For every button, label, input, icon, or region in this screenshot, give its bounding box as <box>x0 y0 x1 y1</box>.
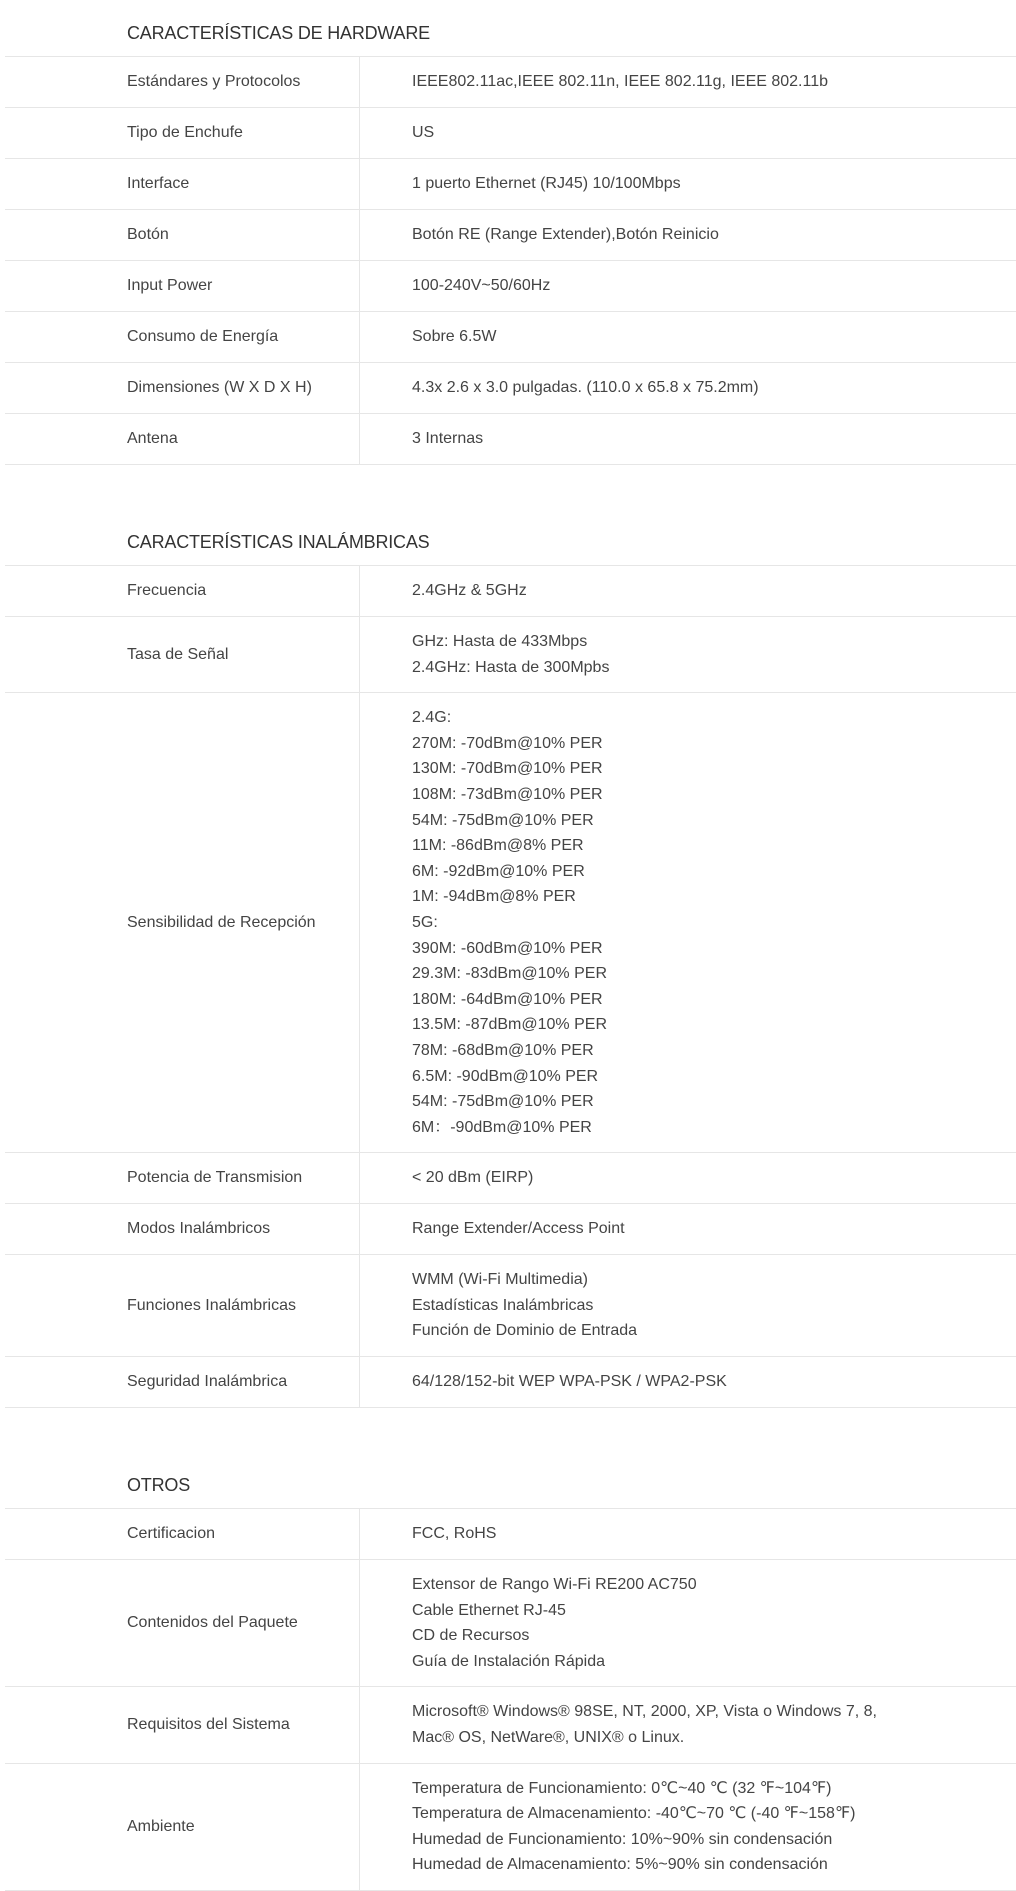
spec-value-line: IEEE802.11ac,IEEE 802.11n, IEEE 802.11g, IEEE 802.11b <box>412 73 828 91</box>
section-title: CARACTERÍSTICAS DE HARDWARE <box>5 0 1016 57</box>
spec-value-line: Temperatura de Almacenamiento: -40℃~70 ℃ (-40 ℉~158℉) <box>412 1805 856 1823</box>
spec-row <box>5 57 1016 108</box>
spec-row <box>5 210 1016 261</box>
spec-label-text: Potencia de Transmision <box>127 1169 303 1187</box>
spec-row <box>5 159 1016 210</box>
spec-label <box>5 108 360 158</box>
spec-value <box>360 261 1016 311</box>
spec-row <box>5 1153 1016 1204</box>
spec-value-line: 11M: -86dBm@8% PER <box>412 837 584 855</box>
spec-section <box>5 509 1016 1408</box>
spec-value <box>360 1764 1016 1890</box>
spec-row <box>5 1255 1016 1357</box>
spec-value-line: Botón RE (Range Extender),Botón Reinicio <box>412 226 719 244</box>
spec-label <box>5 1204 360 1254</box>
spec-row <box>5 363 1016 414</box>
spec-label <box>5 1764 360 1890</box>
spec-value-line: CD de Recursos <box>412 1627 530 1645</box>
spec-row <box>5 566 1016 617</box>
spec-row <box>5 414 1016 465</box>
spec-label-text: Contenidos del Paquete <box>127 1614 298 1632</box>
spec-value-line: Microsoft® Windows® 98SE, NT, 2000, XP, Vista o Windows 7, 8, <box>412 1703 877 1721</box>
spec-value-line: US <box>412 124 435 142</box>
spec-label-text: Requisitos del Sistema <box>127 1716 290 1734</box>
spec-value-line: 4.3x 2.6 x 3.0 pulgadas. (110.0 x 65.8 x 75.2mm) <box>412 379 759 397</box>
spec-table <box>5 0 1016 1891</box>
spec-row <box>5 693 1016 1153</box>
spec-value-line: 270M: -70dBm@10% PER <box>412 734 603 752</box>
spec-value-line: 5G: <box>412 913 438 931</box>
spec-value-line: 6M：-90dBm@10% PER <box>412 1118 592 1136</box>
spec-label-text: Antena <box>127 430 178 447</box>
spec-label-text: Botón <box>127 226 169 243</box>
spec-value <box>360 159 1016 209</box>
spec-label-text: Input Power <box>127 277 213 294</box>
spec-value-line: Cable Ethernet RJ-45 <box>412 1601 566 1619</box>
spec-value-line: Range Extender/Access Point <box>412 1220 625 1238</box>
spec-row <box>5 1687 1016 1763</box>
spec-label-text: Interface <box>127 175 190 192</box>
spec-value <box>360 1687 1016 1762</box>
spec-label <box>5 566 360 616</box>
spec-value-line: 54M: -75dBm@10% PER <box>412 1093 594 1111</box>
spec-value-line: 6.5M: -90dBm@10% PER <box>412 1067 599 1085</box>
spec-label <box>5 693 360 1152</box>
spec-value-line: 54M: -75dBm@10% PER <box>412 811 594 829</box>
spec-value-line: 3 Internas <box>412 430 484 448</box>
spec-value-line: < 20 dBm (EIRP) <box>412 1169 534 1187</box>
spec-value <box>360 566 1016 616</box>
spec-label-text: Estándares y Protocolos <box>127 73 301 90</box>
spec-value <box>360 210 1016 260</box>
spec-row <box>5 261 1016 312</box>
spec-label <box>5 363 360 413</box>
spec-row <box>5 1357 1016 1408</box>
section-title: OTROS <box>5 1452 1016 1509</box>
spec-value <box>360 617 1016 692</box>
spec-row <box>5 108 1016 159</box>
spec-value <box>360 57 1016 107</box>
spec-value <box>360 1255 1016 1356</box>
spec-value-line: 108M: -73dBm@10% PER <box>412 785 603 803</box>
spec-value-line: Extensor de Rango Wi-Fi RE200 AC750 <box>412 1576 697 1594</box>
spec-row <box>5 1204 1016 1255</box>
spec-label <box>5 1687 360 1762</box>
spec-value <box>360 693 1016 1152</box>
spec-value <box>360 108 1016 158</box>
spec-section <box>5 1452 1016 1891</box>
spec-label-text: Tipo de Enchufe <box>127 124 243 141</box>
spec-value <box>360 1153 1016 1203</box>
spec-value-line: Función de Dominio de Entrada <box>412 1322 638 1340</box>
spec-label <box>5 1509 360 1559</box>
spec-label <box>5 617 360 692</box>
spec-section <box>5 0 1016 465</box>
spec-value <box>360 363 1016 413</box>
spec-value-line: Humedad de Almacenamiento: 5%~90% sin condensación <box>412 1856 828 1874</box>
spec-value-line: 64/128/152-bit WEP WPA-PSK / WPA2-PSK <box>412 1373 727 1391</box>
spec-label <box>5 159 360 209</box>
spec-value-line: 390M: -60dBm@10% PER <box>412 939 603 957</box>
spec-label-text: Sensibilidad de Recepción <box>127 913 316 931</box>
spec-label-text: Certificacion <box>127 1525 216 1543</box>
spec-label-text: Modos Inalámbricos <box>127 1220 271 1238</box>
spec-value <box>360 312 1016 362</box>
spec-value-line: FCC, RoHS <box>412 1525 497 1543</box>
spec-label <box>5 312 360 362</box>
spec-value-line: 180M: -64dBm@10% PER <box>412 990 603 1008</box>
spec-label-text: Frecuencia <box>127 582 207 599</box>
spec-value <box>360 414 1016 464</box>
spec-value-line: 1 puerto Ethernet (RJ45) 10/100Mbps <box>412 175 681 193</box>
spec-value-line: 13.5M: -87dBm@10% PER <box>412 1016 607 1034</box>
spec-value-line: Guía de Instalación Rápida <box>412 1652 606 1670</box>
spec-row <box>5 312 1016 363</box>
spec-label <box>5 1153 360 1203</box>
spec-value-line: 29.3M: -83dBm@10% PER <box>412 965 607 983</box>
spec-value-line: 2.4G: <box>412 709 452 727</box>
spec-label <box>5 261 360 311</box>
spec-label-text: Consumo de Energía <box>127 328 279 345</box>
spec-label <box>5 414 360 464</box>
spec-label-text: Funciones Inalámbricas <box>127 1296 296 1314</box>
spec-value-line: 6M: -92dBm@10% PER <box>412 862 585 880</box>
spec-label <box>5 210 360 260</box>
spec-value <box>360 1560 1016 1686</box>
spec-value-line: GHz: Hasta de 433Mbps <box>412 633 588 650</box>
spec-row <box>5 1509 1016 1560</box>
spec-label <box>5 1357 360 1407</box>
spec-label-text: Tasa de Señal <box>127 645 229 663</box>
spec-label-text: Dimensiones (W X D X H) <box>127 379 312 396</box>
spec-label <box>5 1560 360 1686</box>
spec-value-line: 78M: -68dBm@10% PER <box>412 1041 594 1059</box>
spec-label <box>5 57 360 107</box>
spec-value <box>360 1357 1016 1407</box>
spec-value-line: Sobre 6.5W <box>412 328 497 346</box>
spec-row <box>5 1764 1016 1891</box>
spec-value-line: 100-240V~50/60Hz <box>412 277 551 295</box>
spec-value-line: Temperatura de Funcionamiento: 0℃~40 ℃ (32 ℉~104℉) <box>412 1779 832 1797</box>
spec-label-text: Ambiente <box>127 1817 195 1835</box>
spec-value <box>360 1204 1016 1254</box>
spec-value-line: Estadísticas Inalámbricas <box>412 1296 594 1314</box>
spec-value-line: 1M: -94dBm@8% PER <box>412 888 576 906</box>
spec-row <box>5 617 1016 693</box>
spec-value-line: Humedad de Funcionamiento: 10%~90% sin condensación <box>412 1830 833 1848</box>
spec-value-line: 130M: -70dBm@10% PER <box>412 760 603 778</box>
section-title: CARACTERÍSTICAS INALÁMBRICAS <box>5 509 1016 566</box>
spec-label-text: Seguridad Inalámbrica <box>127 1373 288 1391</box>
spec-value <box>360 1509 1016 1559</box>
spec-value-line: 2.4GHz & 5GHz <box>412 582 527 600</box>
spec-value-line: WMM (Wi-Fi Multimedia) <box>412 1271 588 1289</box>
spec-value-line: 2.4GHz: Hasta de 300Mpbs <box>412 658 610 676</box>
spec-label <box>5 1255 360 1356</box>
spec-value-line: Mac® OS, NetWare®, UNIX® o Linux. <box>412 1729 685 1747</box>
spec-row <box>5 1560 1016 1687</box>
